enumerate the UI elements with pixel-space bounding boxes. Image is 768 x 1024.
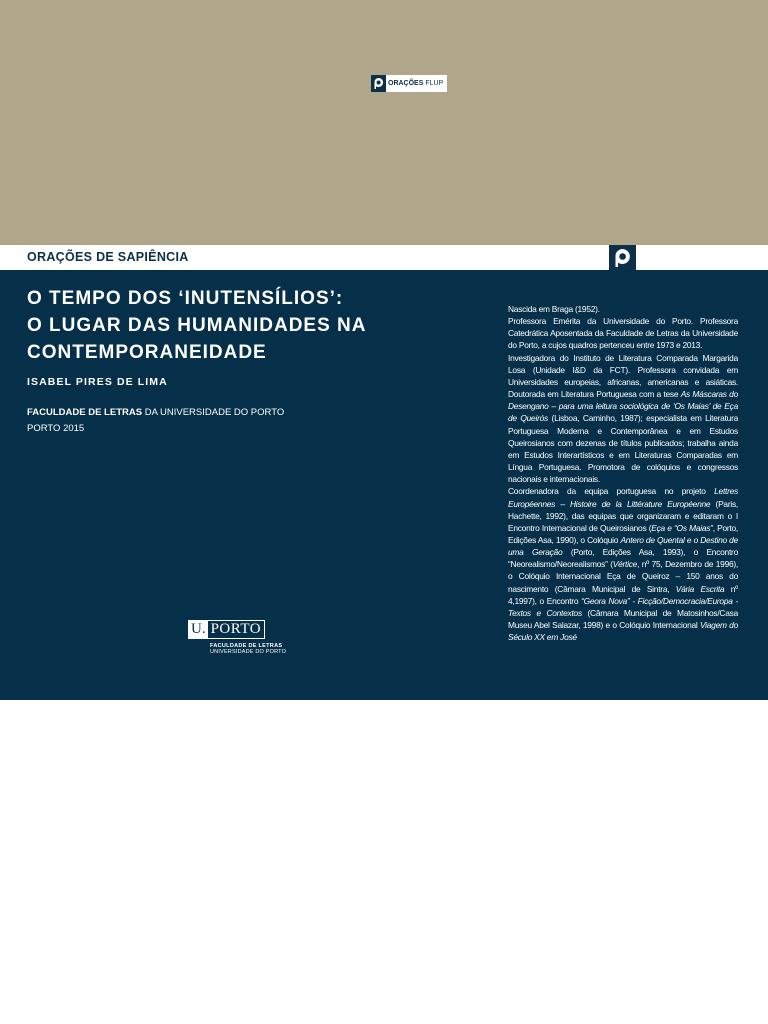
series-badge-label: ORAÇÕES FLUP xyxy=(388,80,444,87)
oracoes-logo-icon xyxy=(609,245,636,270)
title-line: CONTEMPORANEIDADE xyxy=(27,342,267,363)
bio-paragraph: Professora Emérita da Universidade do Porto. Professora Catedrática Aposentada da Faculdade de Letras da Universidade do Porto, a cujos quadros pertenceu entre 1973 e 2013. xyxy=(508,316,738,351)
bio-paragraph: Coordenadora da equipa portuguesa no projeto Lettres Européennes – Histoire de la Littérature Européenne (Paris, Hachette, 1992), das equipas que organizaram e editaram o I Encontro Internacional de Queirosianos (Eça e “Os Maias”, Porto, Edições Asa, 1990), o Colóquio Antero de Quental e o Destino de uma Geração (Porto, Edições Asa, 1993), o Encontro “Neorealismo/Neorealismos” (Vértice, nº 75, Dezembro de 1996), o Colóquio Internacional Eça de Queiroz – 150 anos do nascimento (Câmara Municipal de Sintra, Vária Escrita nº 4,1997), o Encontro “Geora Nova” - Ficção/Democracia/Europa - Textos e Contextos (Câmara Municipal de Matosinhos/Casa Museu Abel Salazar, 1998) e o Colóquio Internacional Viagem do Século XX em José xyxy=(508,486,738,643)
series-title: ORAÇÕES DE SAPIÊNCIA xyxy=(27,250,189,264)
bio-paragraph: Nascida em Braga (1952). xyxy=(508,304,600,314)
logo-university: UNIVERSIDADE DO PORTO xyxy=(210,649,287,655)
title-line: O TEMPO DOS ‘INUTENSÍLIOS’: xyxy=(27,288,344,309)
top-color-band xyxy=(0,0,768,245)
oracoes-flup-badge xyxy=(371,75,447,92)
logo-faculty: FACULDADE DE LETRAS xyxy=(210,643,283,649)
faculty-line: FACULDADE DE LETRAS DA UNIVERSIDADE DO PORTO xyxy=(27,407,285,418)
author-biography xyxy=(508,303,738,667)
u-porto-wordmark: U. PORTO xyxy=(188,620,265,639)
oracoes-flup-logo-icon xyxy=(371,75,386,92)
bio-paragraph: Investigadora do Instituto de Literatura Comparada Margarida Losa (Unidade I&D da FCT). Professora convidada em Universidades europeias, africanas, americanas e asiáticas. Doutorada em Literatura Portuguesa com a tese As Máscaras do Desengano – para uma leitura sociológica de ‘Os Maias’ de Eça de Queirós (Lisboa, Caminho, 1987); especialista em Literatura Portuguesa Moderna e Contemporânea e em Estudos Queirosianos com dezenas de títulos publicados; trabalha ainda em Estudos Interartísticos e em Literaturas Comparadas em Língua Portuguesa. Promotora de colóquios e congressos nacionais e internacionais. xyxy=(508,352,738,485)
u-porto-logo xyxy=(188,620,286,655)
title-line: O LUGAR DAS HUMANIDADES NA xyxy=(27,315,367,336)
author-name: ISABEL PIRES DE LIMA xyxy=(27,376,168,388)
place-year: PORTO 2015 xyxy=(27,423,85,434)
book-title xyxy=(27,285,447,366)
